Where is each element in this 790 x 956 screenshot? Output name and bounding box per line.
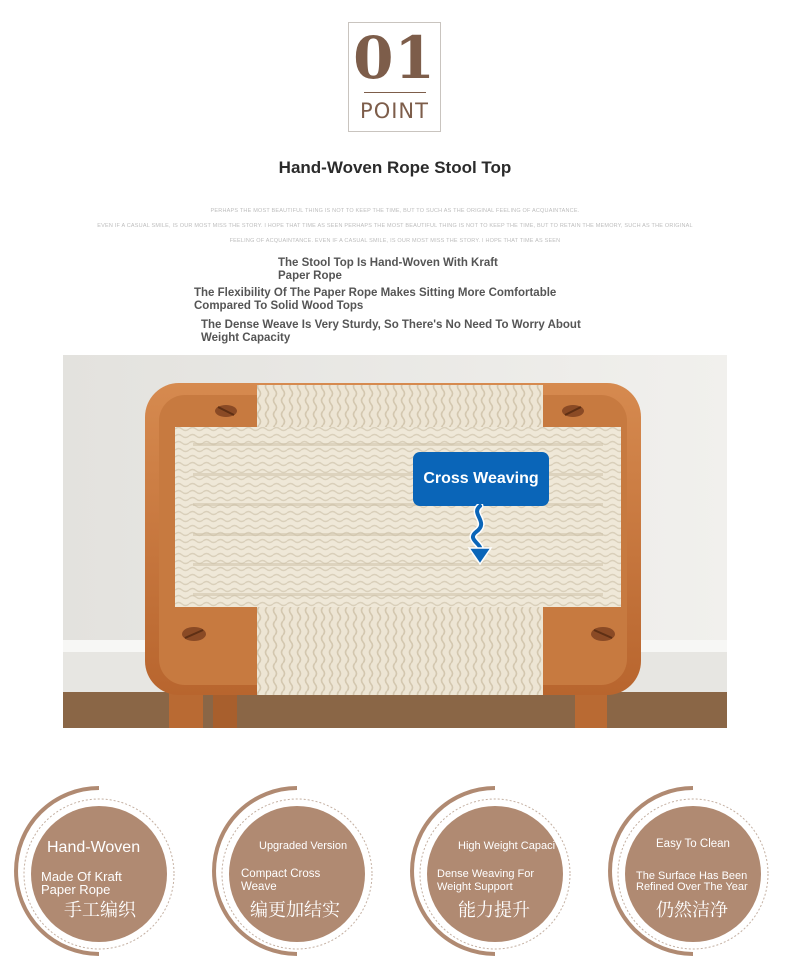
feature-circle-weight [410, 786, 580, 956]
circle-4-heading: Easy To Clean [656, 838, 730, 850]
point-number: 01 [353, 24, 436, 92]
fine-print-line-1: PERHAPS THE MOST BEAUTIFUL THING IS NOT TO KEEP THE TIME, BUT TO SUCH AS THE ORIGINAL FEELING OF ACQUAINTANCE. [210, 208, 580, 214]
point-badge [348, 22, 441, 132]
circle-1-body-line-1: Made Of Kraft [41, 869, 122, 884]
point-label: POINT [360, 99, 429, 123]
cross-weaving-callout: Cross Weaving [413, 452, 549, 506]
circle-2-heading: Upgraded Version [259, 840, 348, 852]
circle-2-body-line-2: Weave [241, 881, 277, 893]
feature-1-line-1: The Stool Top Is Hand-Woven With Kraft [278, 257, 498, 269]
circle-3-body [437, 868, 534, 894]
badge-divider [364, 92, 426, 93]
feature-text-3 [201, 319, 581, 344]
feature-3-line-2: Weight Capacity [201, 331, 291, 344]
fine-print-line-3: FEELING OF ACQUAINTANCE. EVEN IF A CASUAL SMILE, IS OUR MOST MISS THE STORY. I HOPE THAT TIME AS SEEN [229, 238, 561, 244]
feature-text-2 [194, 287, 556, 312]
circle-3-body-line-1: Dense Weaving For [437, 868, 535, 880]
fine-print-line-2: EVEN IF A CASUAL SMILE, IS OUR MOST MISS THE STORY. I HOPE THAT TIME AS SEEN PERHAPS THE MOST BEAUTIFUL THING IS NOT TO KEEP THE TIME, BUT TO RETAIN THE MEMORY, SUCH AS THE ORIGINAL [97, 223, 693, 229]
stool-top-photo [63, 355, 727, 728]
feature-circle-upgraded [212, 786, 382, 956]
feature-text-1 [278, 257, 498, 282]
circle-3-heading: High Weight Capaci [458, 840, 556, 852]
circle-1-body [41, 870, 122, 896]
feature-2-line-2: Compared To Solid Wood Tops [194, 299, 364, 312]
feature-1-line-2: Paper Rope [278, 269, 342, 282]
circle-4-body [636, 871, 770, 893]
section-title: Hand-Woven Rope Stool Top [278, 158, 512, 177]
circle-1-body-line-2: Paper Rope [41, 882, 111, 897]
circle-1-chinese: 手工编织 [64, 900, 136, 920]
down-arrow-icon [462, 504, 498, 568]
feature-circle-easy-clean [608, 786, 778, 956]
circle-2-chinese: 编更加结实 [250, 900, 340, 920]
circle-4-body-line-2: Refined Over The Year [636, 881, 748, 893]
circle-3-chinese: 能力提升 [458, 900, 530, 920]
feature-3-line-1: The Dense Weave Is Very Sturdy, So There's No Need To Worry About [201, 319, 581, 331]
circle-1-heading: Hand-Woven [47, 839, 141, 856]
feature-circle-hand-woven [14, 786, 184, 956]
circle-4-body-line-1: The Surface Has Been [636, 871, 748, 882]
circle-2-body [241, 868, 320, 894]
feature-2-line-1: The Flexibility Of The Paper Rope Makes Sitting More Comfortable [194, 287, 557, 299]
circle-4-chinese: 仍然洁净 [656, 900, 728, 920]
circle-3-body-line-2: Weight Support [437, 881, 513, 893]
circle-2-body-line-1: Compact Cross [241, 868, 321, 880]
